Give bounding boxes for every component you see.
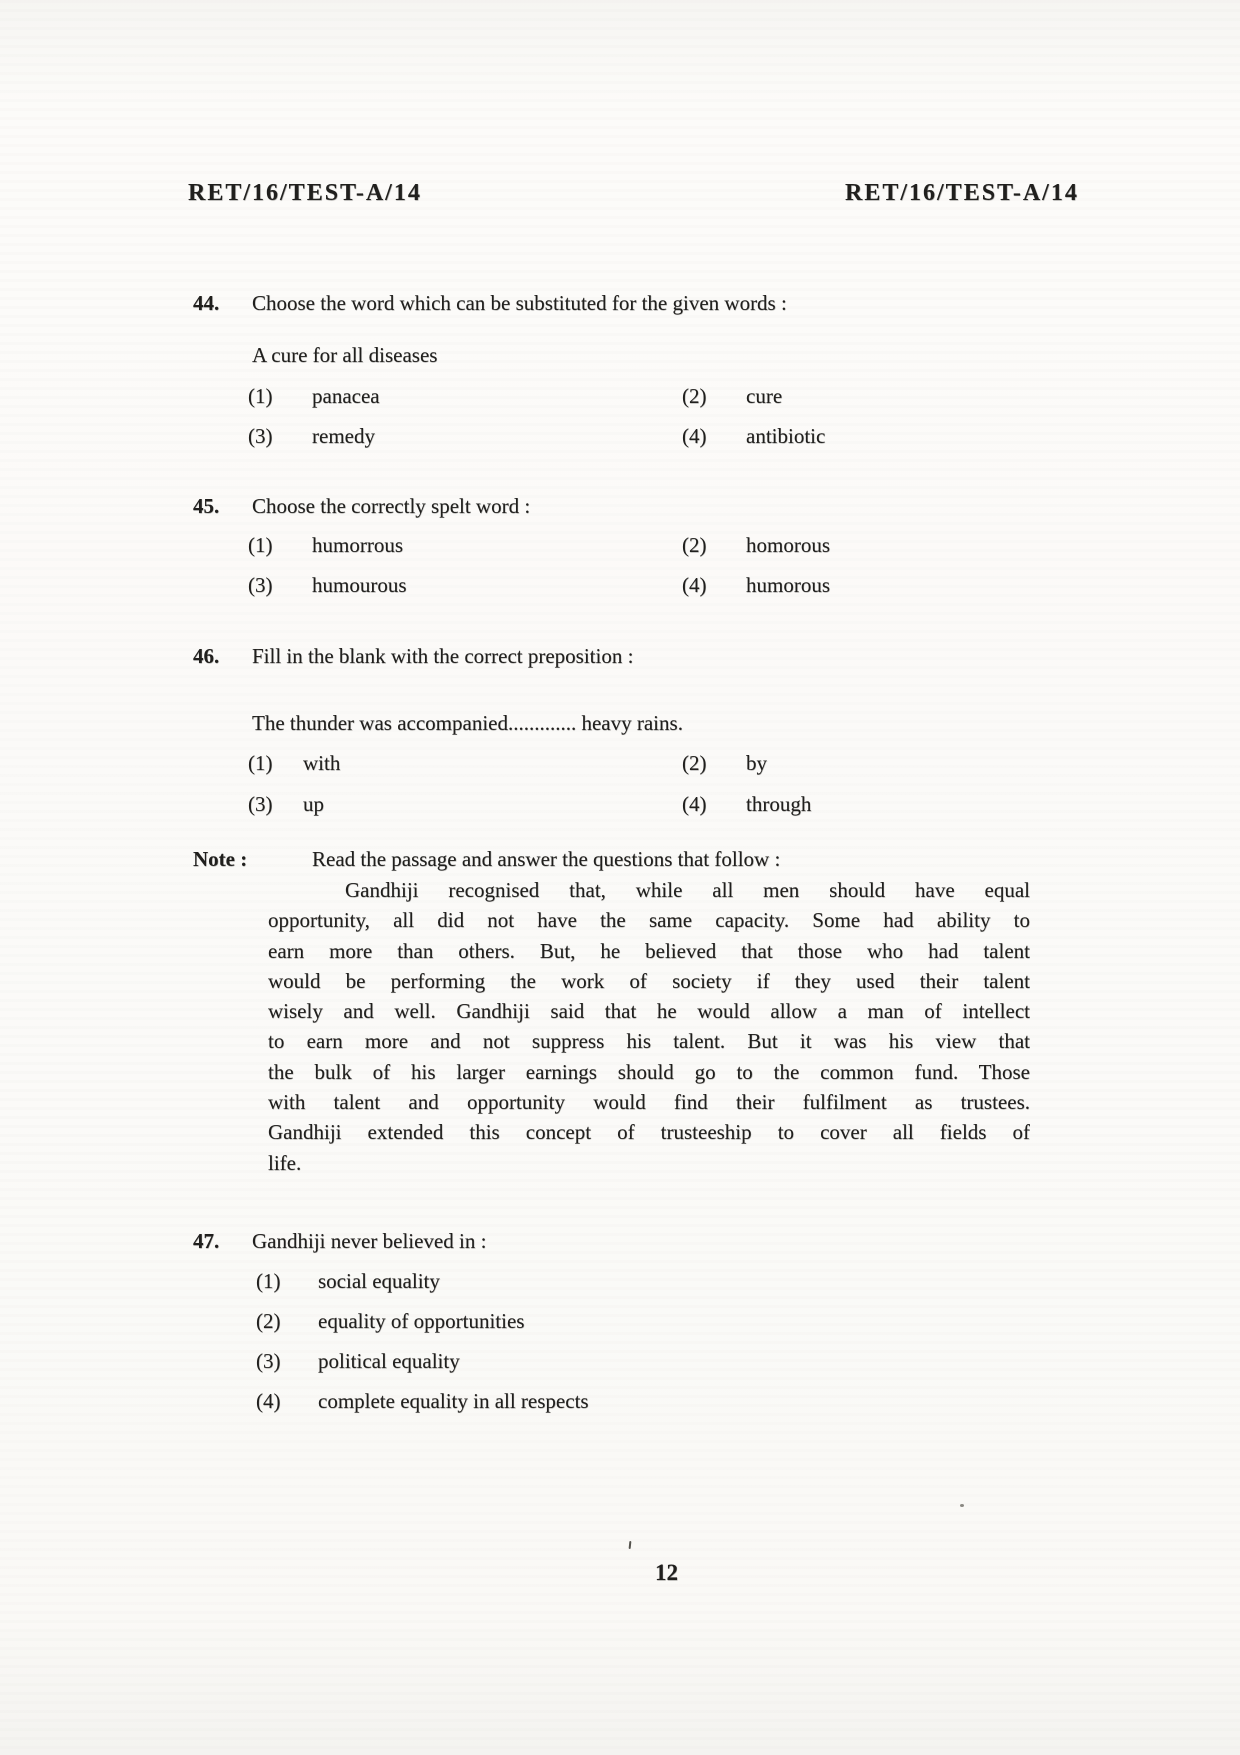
option-label: (2) — [256, 1309, 281, 1333]
scan-artifact-tick — [629, 1541, 632, 1549]
passage-line: life. — [268, 1150, 302, 1175]
question-number: 47. — [193, 1229, 220, 1253]
question-number: 44. — [193, 291, 220, 315]
passage-line: earn more than others. But, he believed that those who had talent — [268, 938, 1030, 963]
question-47-option-row-3 — [0, 1346, 1240, 1376]
question-text: Fill in the blank with the correct preposition : — [252, 644, 634, 668]
question-46-options-row-2 — [0, 789, 1240, 819]
question-45-options-row-1 — [0, 530, 1240, 560]
option-text: antibiotic — [746, 424, 826, 448]
scan-artifact-dot — [960, 1504, 964, 1507]
option-text: up — [303, 792, 324, 816]
question-45-options-row-2 — [0, 570, 1240, 600]
note-row — [0, 844, 1240, 874]
option-text: humorrous — [312, 533, 403, 557]
question-46-options-row-1 — [0, 748, 1240, 778]
reading-passage — [268, 875, 1030, 1178]
option-text: remedy — [312, 424, 375, 448]
question-stem: A cure for all diseases — [252, 343, 438, 367]
question-44-options-row-2 — [0, 421, 1240, 451]
option-label: (4) — [682, 792, 707, 816]
option-text: complete equality in all respects — [318, 1389, 589, 1413]
passage-line: Gandhiji extended this concept of trusteeship to cover all fields of — [268, 1120, 1030, 1145]
passage-line: would be performing the work of society if they used their talent — [268, 968, 1030, 993]
passage-line: wisely and well. Gandhiji said that he would allow a man of intellect — [268, 999, 1030, 1024]
option-text: humourous — [312, 573, 407, 597]
option-text: homorous — [746, 533, 830, 557]
option-label: (4) — [256, 1389, 281, 1413]
passage-line: the bulk of his larger earnings should go to the common fund. Those — [268, 1059, 1030, 1084]
option-label: (2) — [682, 751, 707, 775]
question-stem: The thunder was accompanied............. heavy rains. — [252, 711, 683, 735]
option-text: social equality — [318, 1269, 440, 1293]
option-text: political equality — [318, 1349, 460, 1373]
option-label: (3) — [248, 424, 273, 448]
question-text: Choose the word which can be substituted for the given words : — [252, 291, 787, 315]
option-text: panacea — [312, 384, 380, 408]
question-46-title-row — [0, 641, 1240, 671]
option-label: (2) — [682, 533, 707, 557]
question-47-option-row-1 — [0, 1266, 1240, 1296]
note-label: Note : — [193, 847, 248, 871]
note-text: Read the passage and answer the questions that follow : — [312, 847, 781, 871]
page-number: 12 — [655, 1560, 678, 1585]
option-label: (1) — [248, 533, 273, 557]
header-left-code: RET/16/TEST-A/14 — [188, 180, 422, 206]
option-text: humorous — [746, 573, 830, 597]
question-text: Choose the correctly spelt word : — [252, 494, 531, 518]
option-text: by — [746, 751, 767, 775]
option-label: (3) — [248, 792, 273, 816]
option-text: equality of opportunities — [318, 1309, 525, 1333]
option-label: (3) — [248, 573, 273, 597]
question-44-title-row — [0, 288, 1240, 318]
passage-line: to earn more and not suppress his talent. But it was his view that — [268, 1029, 1030, 1054]
header-right-code: RET/16/TEST-A/14 — [845, 180, 1079, 206]
option-label: (1) — [248, 751, 273, 775]
option-label: (3) — [256, 1349, 281, 1373]
question-47-title-row — [0, 1226, 1240, 1256]
option-label: (4) — [682, 424, 707, 448]
question-47-option-row-2 — [0, 1306, 1240, 1336]
passage-line: with talent and opportunity would find their fulfilment as trustees. — [268, 1090, 1030, 1115]
question-46-stem-row — [0, 708, 1240, 738]
question-47-option-row-4 — [0, 1386, 1240, 1416]
question-44-options-row-1 — [0, 381, 1240, 411]
option-text: with — [303, 751, 341, 775]
option-label: (2) — [682, 384, 707, 408]
option-label: (1) — [256, 1269, 281, 1293]
question-number: 45. — [193, 494, 220, 518]
option-label: (4) — [682, 573, 707, 597]
question-44-stem-row — [0, 340, 1240, 370]
passage-line: opportunity, all did not have the same capacity. Some had ability to — [268, 908, 1030, 933]
question-45-title-row — [0, 491, 1240, 521]
passage-line: Gandhiji recognised that, while all men should have equal — [345, 878, 1030, 902]
option-text: cure — [746, 384, 783, 408]
question-number: 46. — [193, 644, 220, 668]
option-label: (1) — [248, 384, 273, 408]
option-text: through — [746, 792, 812, 816]
question-text: Gandhiji never believed in : — [252, 1229, 487, 1253]
